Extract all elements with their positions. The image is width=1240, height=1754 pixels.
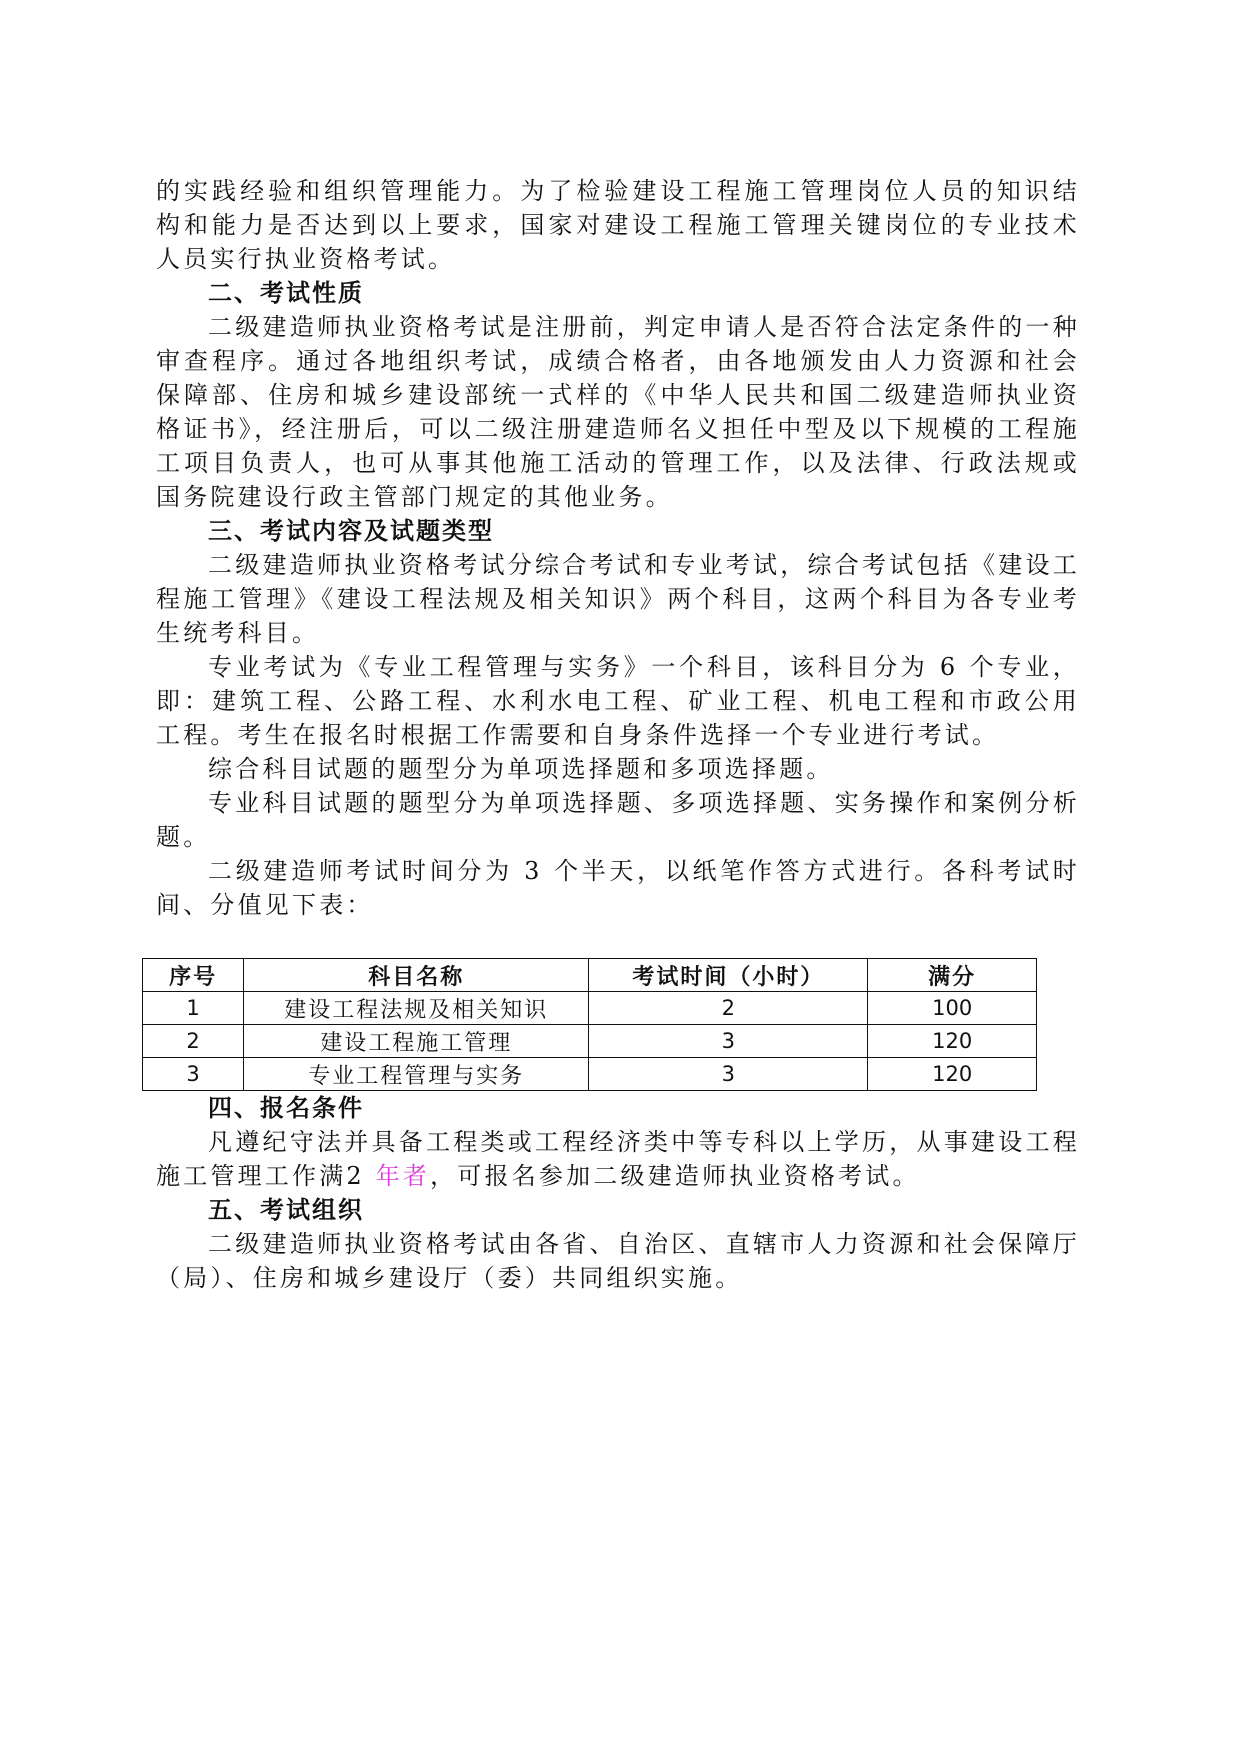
registration-text-after: ，可报名参加二级建造师执业资格考试。 [430, 1162, 920, 1190]
heading-exam-organization: 五、考试组织 [208, 1195, 364, 1224]
cell-full-score: 120 [868, 1058, 1037, 1091]
cell-full-score: 120 [868, 1025, 1037, 1058]
paragraph-intro: 的实践经验和组织管理能力。为了检验建设工程施工管理岗位人员的知识结构和能力是否达到以上要求，国家对建设工程施工管理关键岗位的专业技术人员实行执业资格考试。 [156, 177, 1080, 273]
paragraph-comprehensive-exam: 二级建造师执业资格考试分综合考试和专业考试，综合考试包括《建设工程施工管理》《建设工程法规及相关知识》两个科目，这两个科目为各专业考生统考科目。 [156, 551, 1080, 647]
header-duration: 考试时间（小时） [589, 959, 868, 992]
cell-index: 2 [143, 1025, 244, 1058]
paragraph-professional-exam: 专业考试为《专业工程管理与实务》一个科目，该科目分为 6 个专业，即：建筑工程、公路工程、水利水电工程、矿业工程、机电工程和市政公用工程。考生在报名时根据工作需要和自身条件选择一个专业进行考试。 [156, 653, 1080, 749]
paragraph-professional-question-types: 专业科目试题的题型分为单项选择题、多项选择题、实务操作和案例分析题。 [156, 789, 1080, 851]
heading-registration: 四、报名条件 [208, 1093, 364, 1122]
table-header-row [143, 959, 1037, 992]
header-full-score: 满分 [868, 959, 1037, 992]
cell-full-score: 100 [868, 992, 1037, 1025]
paragraph-registration [156, 1125, 1080, 1193]
registration-highlight: 年者 [375, 1162, 431, 1190]
cell-subject: 建设工程法规及相关知识 [244, 992, 589, 1025]
cell-duration: 3 [589, 1025, 868, 1058]
exam-schedule-table [142, 958, 1037, 1091]
exam-schedule-table-wrapper [142, 958, 1037, 1091]
registration-text-before: 凡遵纪守法并具备工程类或工程经济类中等专科以上学历，从事建设工程施工管理工作满2 [156, 1128, 1080, 1190]
table-row [143, 1025, 1037, 1058]
cell-duration: 2 [589, 992, 868, 1025]
cell-subject: 建设工程施工管理 [244, 1025, 589, 1058]
paragraph-exam-nature: 二级建造师执业资格考试是注册前，判定申请人是否符合法定条件的一种审查程序。通过各地组织考试，成绩合格者，由各地颁发由人力资源和社会保障部、住房和城乡建设部统一式样的《中华人民共和国二级建造师执业资格证书》，经注册后，可以二级注册建造师名义担任中型及以下规模的工程施工项目负责人，也可从事其他施工活动的管理工作，以及法律、行政法规或国务院建设行政主管部门规定的其他业务。 [156, 313, 1080, 511]
paragraph-exam-organization: 二级建造师执业资格考试由各省、自治区、直辖市人力资源和社会保障厅（局）、住房和城乡建设厅（委）共同组织实施。 [156, 1230, 1080, 1292]
header-subject: 科目名称 [244, 959, 589, 992]
paragraph-comprehensive-question-types: 综合科目试题的题型分为单项选择题和多项选择题。 [208, 755, 834, 783]
cell-index: 3 [143, 1058, 244, 1091]
document-page [156, 174, 1080, 1295]
header-index: 序号 [143, 959, 244, 992]
table-row [143, 992, 1037, 1025]
cell-index: 1 [143, 992, 244, 1025]
paragraph-exam-time: 二级建造师考试时间分为 3 个半天，以纸笔作答方式进行。各科考试时间、分值见下表： [156, 857, 1080, 919]
table-row [143, 1058, 1037, 1091]
cell-duration: 3 [589, 1058, 868, 1091]
heading-exam-nature: 二、考试性质 [208, 278, 364, 307]
cell-subject: 专业工程管理与实务 [244, 1058, 589, 1091]
heading-exam-content: 三、考试内容及试题类型 [208, 516, 494, 545]
